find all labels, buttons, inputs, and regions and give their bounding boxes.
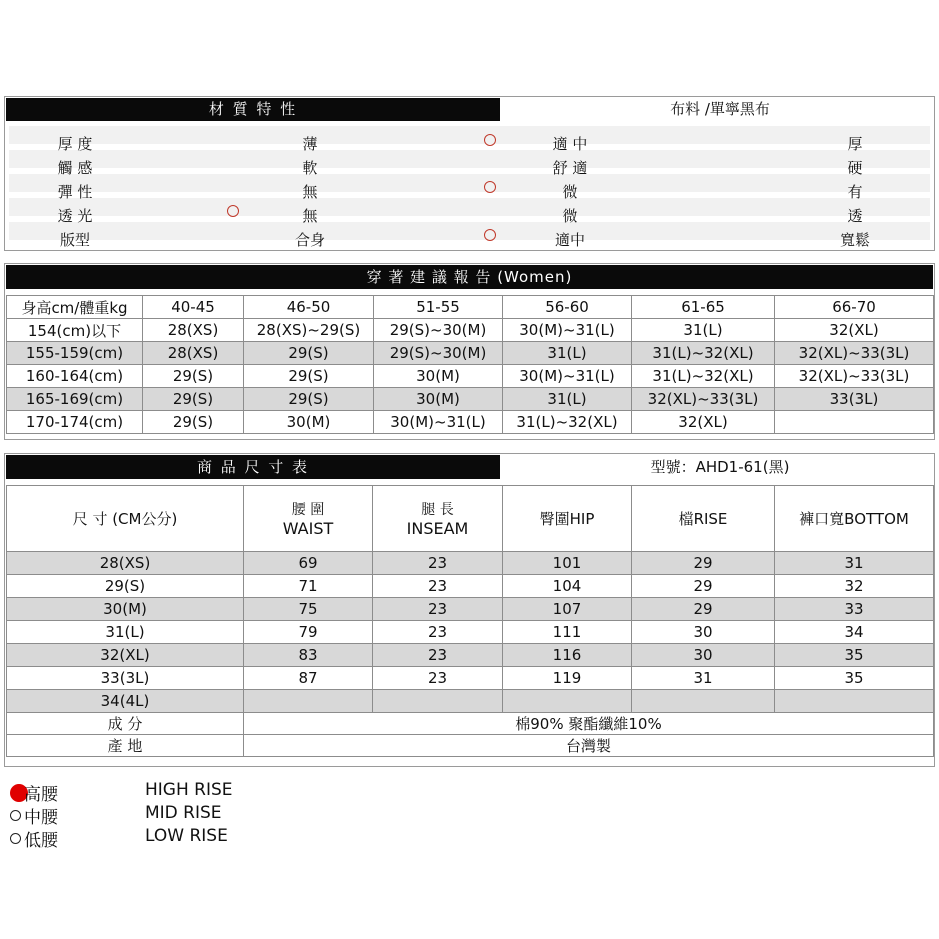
table-cell: 83: [244, 644, 373, 667]
table-row: [7, 644, 934, 667]
table-cell: 23: [373, 598, 503, 621]
table-cell: 33(3L): [775, 388, 934, 411]
table-cell: 31: [775, 552, 934, 575]
header-cell: 51-55: [374, 296, 503, 319]
table-cell: 32: [775, 575, 934, 598]
material-mid: 適中: [554, 231, 585, 249]
table-cell: 71: [244, 575, 373, 598]
material-low: 無: [302, 183, 318, 201]
table-cell: 31(L): [7, 621, 244, 644]
wear-table: [6, 295, 934, 434]
table-row: [7, 388, 934, 411]
table-cell: 160-164(cm): [7, 365, 143, 388]
table-cell: 32(XL): [632, 411, 775, 434]
material-stripe: [9, 222, 930, 240]
table-cell: 35: [775, 667, 934, 690]
table-cell: 31(L): [632, 319, 775, 342]
material-low: 薄: [302, 135, 318, 153]
wear-title: 穿 著 建 議 報 告 (Women): [6, 265, 933, 289]
table-cell: 75: [244, 598, 373, 621]
table-cell: 31(L)~32(XL): [632, 342, 775, 365]
composition-label: 成 分: [7, 713, 244, 735]
material-row-label: 透 光: [57, 207, 93, 225]
table-cell: 35: [775, 644, 934, 667]
selected-ring-icon: [227, 205, 239, 217]
header-en: WAIST: [282, 519, 334, 538]
table-cell: 23: [373, 575, 503, 598]
material-stripe: [9, 126, 930, 144]
material-high: 硬: [847, 159, 863, 177]
fabric-label: 布料 /單寧黑布: [670, 100, 770, 118]
table-cell: 32(XL)~33(3L): [632, 388, 775, 411]
material-mid: 微: [562, 183, 578, 201]
table-row: [7, 342, 934, 365]
header-cell: [244, 486, 373, 552]
table-cell: 79: [244, 621, 373, 644]
table-cell: 28(XS)~29(S): [244, 319, 374, 342]
rise-legend-high: [10, 780, 58, 805]
table-cell: 23: [373, 667, 503, 690]
selected-ring-icon: [484, 181, 496, 193]
table-cell: 30(M): [374, 388, 503, 411]
table-cell: 33: [775, 598, 934, 621]
rise-en: HIGH RISE: [145, 780, 233, 800]
header-cell: 66-70: [775, 296, 934, 319]
size-panel: [4, 453, 935, 767]
table-cell: 29(S): [143, 411, 244, 434]
table-cell: 30(M)~31(L): [503, 319, 632, 342]
unselected-dot-icon: [10, 810, 21, 821]
origin-row: [7, 735, 934, 757]
rise-zh: 低腰: [24, 831, 58, 851]
table-cell: 119: [503, 667, 632, 690]
material-low: 無: [302, 207, 318, 225]
table-cell: [503, 690, 632, 713]
table-cell: 104: [503, 575, 632, 598]
size-table: [6, 485, 934, 757]
material-high: 寬鬆: [839, 231, 870, 249]
table-header-row: [7, 296, 934, 319]
table-cell: 29(S): [244, 365, 374, 388]
table-cell: 30(M): [244, 411, 374, 434]
origin-value: 台灣製: [244, 735, 934, 757]
rise-legend-low: [10, 826, 58, 851]
table-cell: 31: [632, 667, 775, 690]
size-title: 商 品 尺 寸 表: [6, 455, 500, 479]
model-label: 型號：AHD1-61(黑): [650, 458, 790, 476]
material-panel: [4, 96, 935, 251]
material-low: 軟: [302, 159, 318, 177]
table-cell: [632, 690, 775, 713]
header-en: INSEAM: [406, 519, 469, 538]
table-cell: 170-174(cm): [7, 411, 143, 434]
table-cell: 107: [503, 598, 632, 621]
table-row: [7, 552, 934, 575]
material-stripe: [9, 174, 930, 192]
origin-label: 產 地: [7, 735, 244, 757]
material-mid: 微: [562, 207, 578, 225]
table-cell: 116: [503, 644, 632, 667]
table-cell: 30(M): [374, 365, 503, 388]
table-cell: 111: [503, 621, 632, 644]
table-row: [7, 690, 934, 713]
table-row: [7, 319, 934, 342]
table-cell: 29(S): [244, 388, 374, 411]
header-cell: 尺 寸 (CM公分): [7, 486, 244, 552]
material-high: 厚: [847, 135, 863, 153]
table-row: [7, 365, 934, 388]
table-cell: 29(S): [143, 365, 244, 388]
wear-panel: [4, 263, 935, 440]
table-cell: 29(S)~30(M): [374, 319, 503, 342]
table-cell: 31(L): [503, 342, 632, 365]
table-cell: 34(4L): [7, 690, 244, 713]
material-mid: 舒 適: [552, 159, 588, 177]
table-row: [7, 575, 934, 598]
table-cell: 28(XS): [143, 342, 244, 365]
table-cell: [244, 690, 373, 713]
header-cell: [373, 486, 503, 552]
table-cell: 29: [632, 575, 775, 598]
table-cell: 32(XL): [775, 319, 934, 342]
rise-en: LOW RISE: [145, 826, 228, 846]
table-cell: 31(L)~32(XL): [503, 411, 632, 434]
unselected-dot-icon: [10, 833, 21, 844]
material-stripe: [9, 150, 930, 168]
table-cell: 29(S)~30(M): [374, 342, 503, 365]
table-cell: 30: [632, 621, 775, 644]
table-cell: 28(XS): [143, 319, 244, 342]
table-header-row: [7, 486, 934, 552]
material-low: 合身: [294, 231, 325, 249]
table-cell: 31(L): [503, 388, 632, 411]
header-cell: 56-60: [503, 296, 632, 319]
table-cell: 23: [373, 644, 503, 667]
table-cell: 31(L)~32(XL): [632, 365, 775, 388]
table-cell: [775, 411, 934, 434]
selected-ring-icon: [484, 229, 496, 241]
material-stripe: [9, 198, 930, 216]
material-mid: 適 中: [552, 135, 588, 153]
table-cell: 101: [503, 552, 632, 575]
table-cell: 29: [632, 552, 775, 575]
table-cell: 29(S): [244, 342, 374, 365]
table-cell: 33(3L): [7, 667, 244, 690]
header-cell: 臀圍HIP: [503, 486, 632, 552]
table-cell: 30(M)~31(L): [503, 365, 632, 388]
material-high: 有: [847, 183, 863, 201]
selected-ring-icon: [484, 134, 496, 146]
composition-value: 棉90% 聚酯纖維10%: [244, 713, 934, 735]
material-row-label: 厚 度: [57, 135, 93, 153]
table-cell: 154(cm)以下: [7, 319, 143, 342]
table-row: [7, 411, 934, 434]
header-zh: 腰 圍: [291, 502, 325, 518]
table-cell: 30(M)~31(L): [374, 411, 503, 434]
material-title: 材 質 特 性: [6, 98, 500, 121]
table-cell: 29(S): [143, 388, 244, 411]
table-row: [7, 667, 934, 690]
table-cell: 165-169(cm): [7, 388, 143, 411]
table-cell: [775, 690, 934, 713]
material-high: 透: [847, 207, 863, 225]
table-cell: 87: [244, 667, 373, 690]
table-cell: 23: [373, 621, 503, 644]
material-row-label: 版型: [59, 231, 90, 249]
material-row-label: 觸 感: [57, 159, 93, 177]
material-row-label: 彈 性: [57, 183, 93, 201]
table-cell: 32(XL)~33(3L): [775, 365, 934, 388]
table-cell: 28(XS): [7, 552, 244, 575]
table-cell: 34: [775, 621, 934, 644]
rise-en: MID RISE: [145, 803, 222, 823]
header-cell: 褲口寬BOTTOM: [775, 486, 934, 552]
table-cell: 30: [632, 644, 775, 667]
table-cell: 30(M): [7, 598, 244, 621]
table-cell: 32(XL): [7, 644, 244, 667]
table-cell: 23: [373, 552, 503, 575]
table-cell: 155-159(cm): [7, 342, 143, 365]
rise-legend-mid: [10, 803, 58, 828]
header-cell: 61-65: [632, 296, 775, 319]
rise-zh: 中腰: [24, 808, 58, 828]
header-cell: 40-45: [143, 296, 244, 319]
table-row: [7, 621, 934, 644]
table-cell: 69: [244, 552, 373, 575]
composition-row: [7, 713, 934, 735]
table-cell: [373, 690, 503, 713]
table-row: [7, 598, 934, 621]
header-cell: 身高cm/體重kg: [7, 296, 143, 319]
header-zh: 腿 長: [421, 502, 454, 518]
header-cell: 檔RISE: [632, 486, 775, 552]
table-cell: 29(S): [7, 575, 244, 598]
rise-zh: 高腰: [24, 785, 58, 805]
table-cell: 32(XL)~33(3L): [775, 342, 934, 365]
table-cell: 29: [632, 598, 775, 621]
header-cell: 46-50: [244, 296, 374, 319]
